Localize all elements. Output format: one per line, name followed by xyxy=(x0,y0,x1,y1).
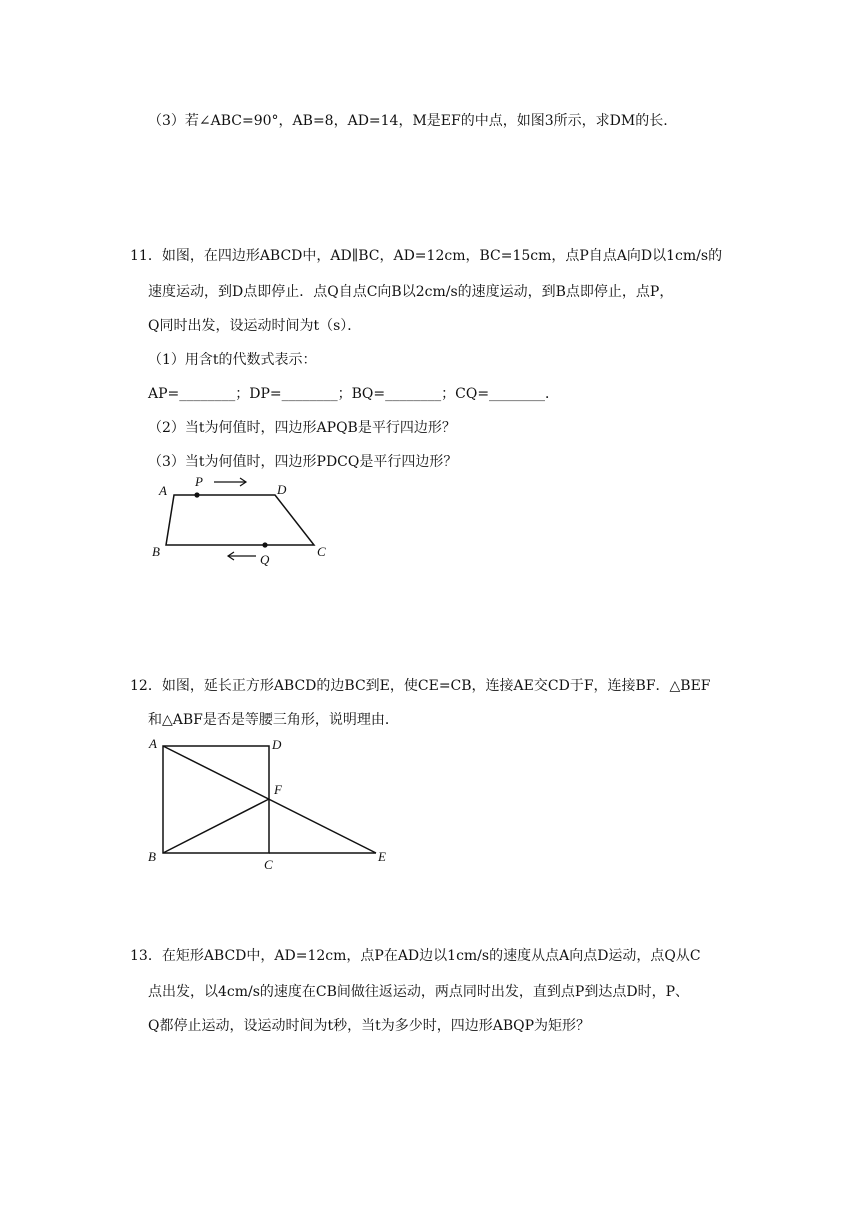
segment-bf xyxy=(163,799,269,853)
q11-stem-line1: 11．如图，在四边形ABCD中，AD∥BC，AD=12cm，BC=15cm，点P自点A向D以1cm/s的 xyxy=(130,248,723,264)
q13-stem-line2: 点出发，以4cm/s的速度在CB间做往返运动，两点同时出发，直到点P到达点D时，P、 xyxy=(148,984,689,1000)
arrow-right-icon xyxy=(214,478,246,486)
arrow-left-icon xyxy=(228,552,256,560)
q11-part2-text: （2）当t为何值时，四边形APQB是平行四边形？ xyxy=(148,420,456,436)
trapezoid-shape xyxy=(166,495,314,545)
label-e: E xyxy=(378,849,386,864)
point-q-dot xyxy=(262,542,267,547)
q12-stem-line2: 和△ABF是否是等腰三角形，说明理由． xyxy=(148,712,399,728)
label-b: B xyxy=(148,849,156,864)
q10-part3-text: （3）若∠ABC=90°，AB=8，AD=14，M是EF的中点，如图3所示，求DM的长. xyxy=(148,113,668,129)
q11-stem-line2: 速度运动，到D点即停止．点Q自点C向B以2cm/s的速度运动，到B点即停止，点P， xyxy=(148,284,674,300)
q11-part1-text: （1）用含t的代数式表示： xyxy=(148,352,317,368)
label-a: A xyxy=(149,736,157,751)
q11-blanks-line: AP=________；DP=________；BQ=________；CQ=________． xyxy=(148,386,560,402)
q11-part3-text: （3）当t为何值时，四边形PDCQ是平行四边形？ xyxy=(148,454,458,470)
square-abcd xyxy=(163,746,269,853)
q11-trapezoid-figure xyxy=(140,470,340,570)
q13-stem-line1: 13．在矩形ABCD中，AD=12cm，点P在AD边以1cm/s的速度从点A向点D运动，点Q从C xyxy=(130,948,701,964)
label-f: F xyxy=(274,782,282,797)
q13-stem-line3: Q都停止运动，设运动时间为t秒，当t为多少时，四边形ABQP为矩形？ xyxy=(148,1018,591,1034)
q11-stem-line3: Q同时出发，设运动时间为t（s）． xyxy=(148,318,362,334)
label-q: Q xyxy=(260,552,270,567)
point-p-dot xyxy=(194,492,199,497)
label-c: C xyxy=(264,857,273,872)
q12-square-figure xyxy=(140,730,400,875)
label-p: P xyxy=(195,474,203,489)
q12-stem-line1: 12．如图，延长正方形ABCD的边BC到E，使CE=CB，连接AE交CD于F，连接BF．△BEF xyxy=(130,678,711,694)
label-b: B xyxy=(152,544,160,559)
label-a: A xyxy=(159,483,167,498)
label-d: D xyxy=(272,737,282,752)
label-d: D xyxy=(277,482,287,497)
label-c: C xyxy=(317,544,326,559)
